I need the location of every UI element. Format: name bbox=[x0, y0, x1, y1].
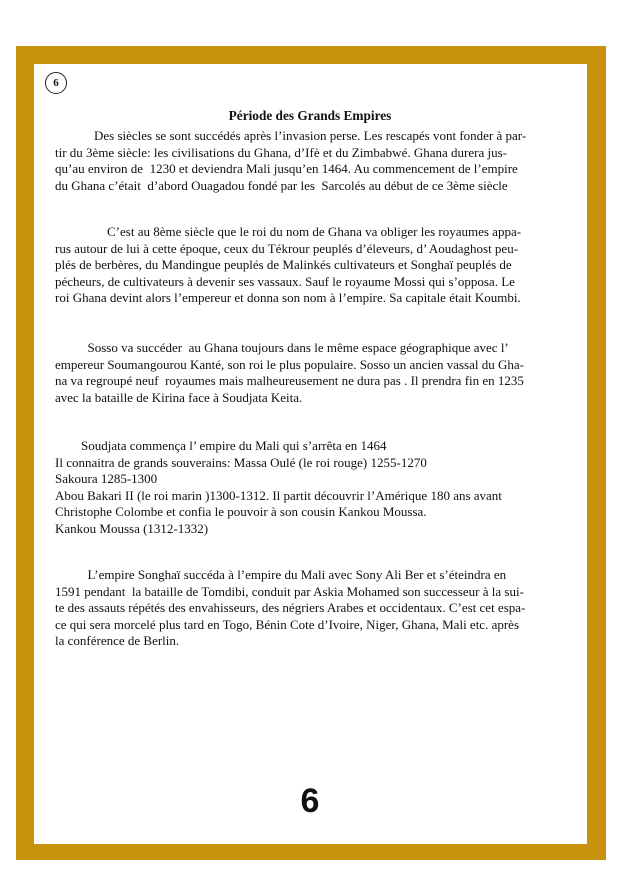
text-line: plés de berbères, du Mandingue peuplés de Malinkés cultivateurs et Songhaï peuplés de bbox=[55, 257, 512, 273]
text-line: Il connaitra de grands souverains: Massa Oulé (le roi rouge) 1255-1270 bbox=[55, 454, 427, 470]
text-line: 1591 pendant la bataille de Tomdibi, conduit par Askia Mohamed son successeur à la sui- bbox=[55, 583, 524, 599]
text-line: Sakoura 1285-1300 bbox=[55, 471, 158, 487]
paragraph-mali-empire bbox=[55, 438, 565, 538]
paragraph-songhai-empire bbox=[55, 567, 565, 650]
paragraph-ghana-empire bbox=[55, 224, 565, 307]
paragraph-sosso bbox=[55, 340, 565, 406]
text-line: empereur Soumangourou Kanté, son roi le plus populaire. Sosso un ancien vassal du Gha- bbox=[55, 356, 524, 372]
text-line: avec la bataille de Kirina face à Soudjata Keita. bbox=[55, 389, 303, 405]
text-line: te des assauts répétés des envahisseurs, des négriers Arabes et occidentaux. C’est cet espa- bbox=[55, 600, 526, 616]
text-line: Des siècles se sont succédés après l’invasion perse. Les rescapés vont fonder à par- bbox=[55, 128, 527, 143]
text-line: Christophe Colombe et confia le pouvoir à son cousin Kankou Moussa. bbox=[55, 504, 427, 520]
text-line: na va regroupé neuf royaumes mais malheureusement ne dura pas . Il prendra fin en 1235 bbox=[55, 373, 524, 389]
text-line: du Ghana c’était d’abord Ouagadou fondé par les Sarcolés au début de ce 3ème siècle bbox=[55, 177, 508, 193]
text-line: C’est au 8ème siècle que le roi du nom de Ghana va obliger les royaumes appa- bbox=[55, 224, 522, 239]
text-line: roi Ghana devint alors l’empereur et donna son nom à l’empire. Sa capitale était Koumbi. bbox=[55, 290, 521, 306]
text-line: Sosso va succéder au Ghana toujours dans le même espace géographique avec l’ bbox=[55, 340, 509, 355]
text-line: rus autour de lui à cette époque, ceux du Tékrour peuplés d’éleveurs, d’ Aoudaghost peu- bbox=[55, 240, 519, 256]
text-line: L’empire Songhaï succéda à l’empire du Mali avec Sony Ali Ber et s’éteindra en bbox=[55, 567, 507, 582]
paragraph-ghana-origins bbox=[55, 128, 565, 194]
text-line: Abou Bakari II (le roi marin )1300-1312. Il partit découvrir l’Amérique 180 ans avant bbox=[55, 487, 502, 503]
text-line: tir du 3ème siècle: les civilisations du Ghana, d’Ifè et du Zimbabwé. Ghana durera jus- bbox=[55, 144, 507, 160]
text-line: Soudjata commença l’ empire du Mali qui s’arrêta en 1464 bbox=[55, 438, 387, 453]
text-line: pécheurs, de cultivateurs à devenir ses vassaux. Sauf le royaume Mossi qui s’opposa. Le bbox=[55, 273, 515, 289]
page-number-badge: 6 bbox=[45, 72, 67, 94]
text-line: qu’au environ de 1230 et deviendra Mali jusqu’en 1464. Au commencement de l’empire bbox=[55, 161, 518, 177]
text-line: Kankou Moussa (1312-1332) bbox=[55, 520, 209, 536]
text-line: ce qui sera morcelé plus tard en Togo, Bénin Cote d’Ivoire, Niger, Ghana, Mali etc. après bbox=[55, 616, 520, 632]
page-title: Période des Grands Empires bbox=[228, 108, 392, 123]
text-line: la conférence de Berlin. bbox=[55, 633, 180, 649]
footer-page-number: 6 bbox=[300, 782, 320, 820]
